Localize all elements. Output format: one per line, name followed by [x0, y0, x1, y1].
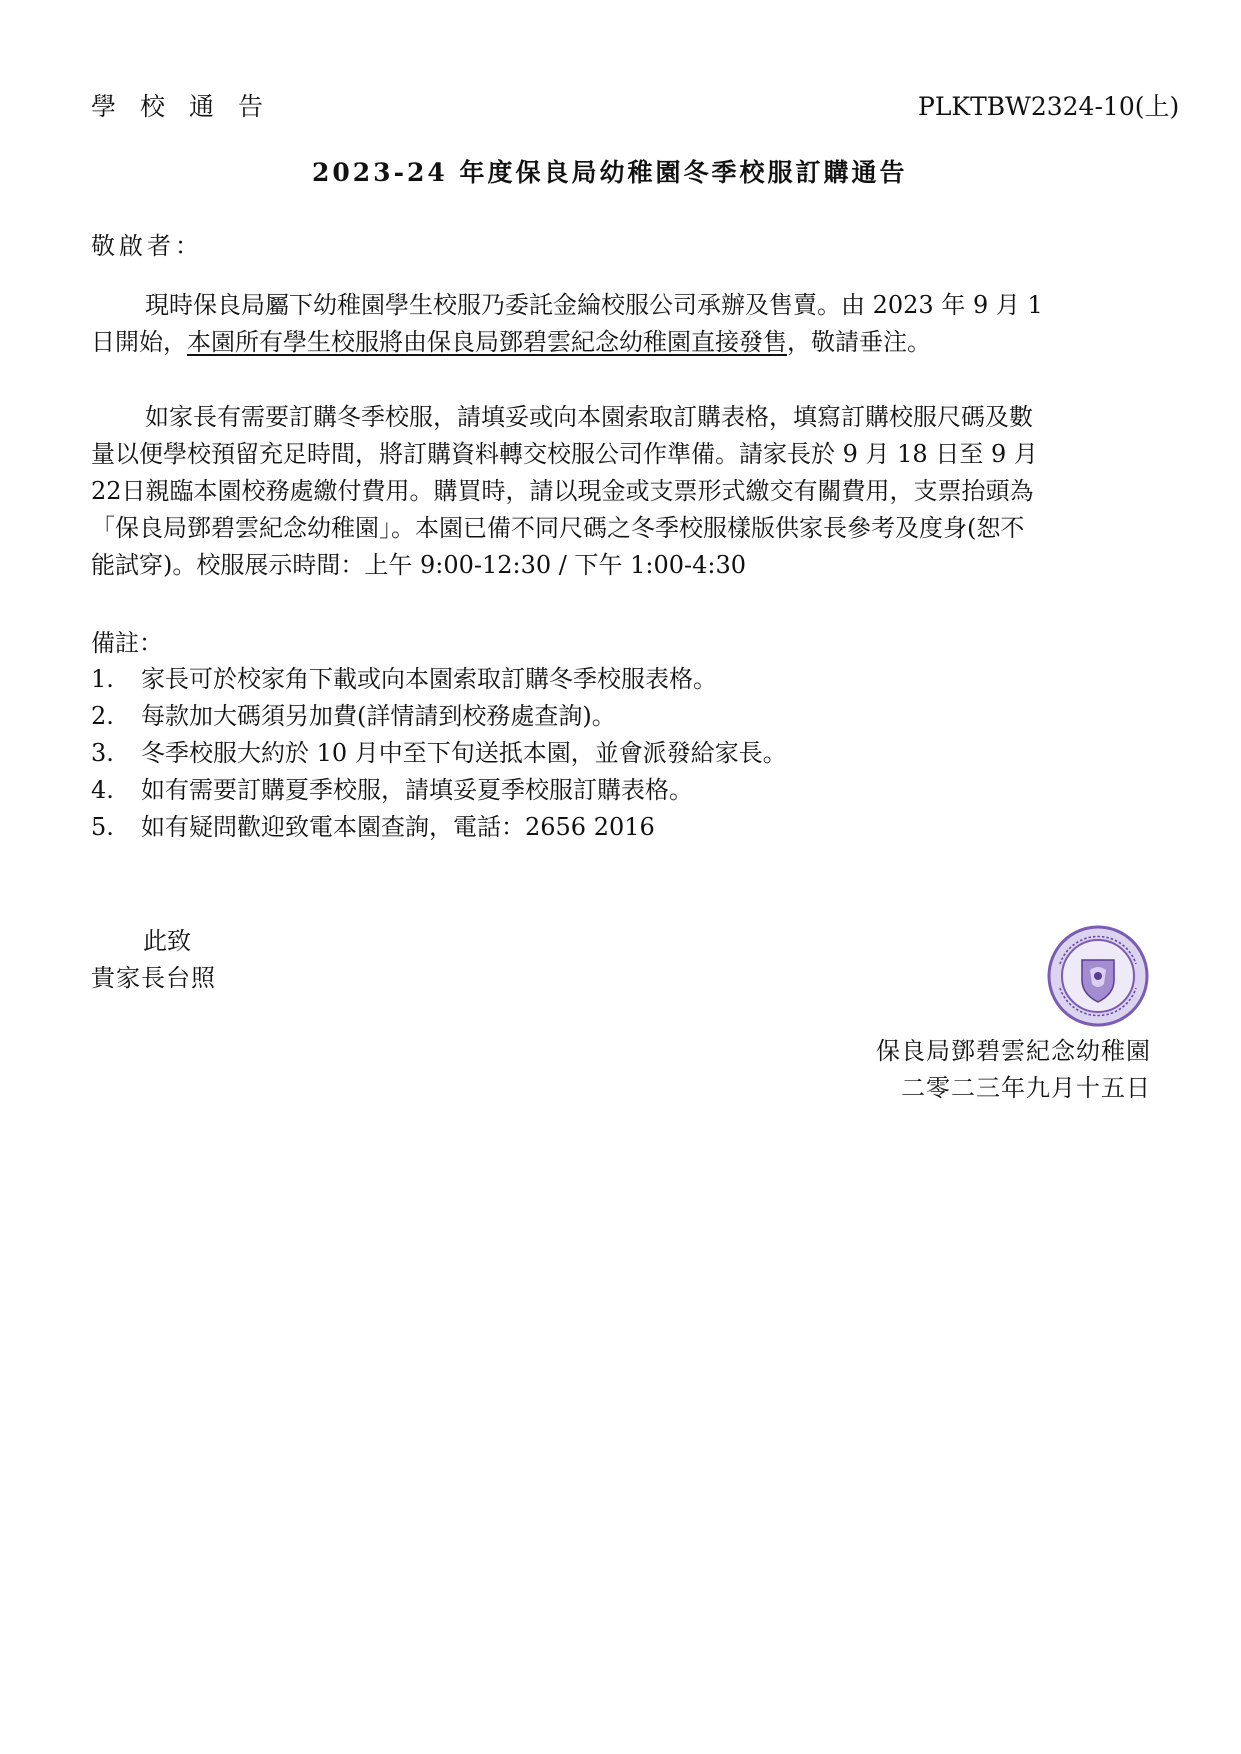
note-text: 冬季校服大約於 10 月中至下旬送抵本園，並會派發給家長。	[141, 739, 787, 767]
note-text: 家長可於校家角下載或向本園索取訂購冬季校服表格。	[141, 665, 717, 693]
note-item	[91, 812, 655, 842]
note-text: 每款加大碼須另加費(詳情請到校務處查詢)。	[141, 702, 616, 730]
closing-recipient: 貴家長台照	[91, 964, 216, 992]
paragraph-line: 22日親臨本園校務處繳付費用。購買時，請以現金或支票形式繳交有關費用，支票抬頭為	[91, 477, 1034, 505]
notice-date: 二零二三年九月十五日	[901, 1074, 1151, 1102]
note-item	[91, 738, 787, 768]
paragraph-order-instructions	[91, 399, 1151, 584]
notice-reference-number: PLKTBW2324-10(上)	[918, 92, 1180, 121]
paragraph-line: 能試穿)。校服展示時間：上午 9:00-12:30 / 下午 1:00-4:30	[91, 551, 747, 579]
paragraph-line: 「保良局鄧碧雲紀念幼稚園」。本園已備不同尺碼之冬季校服樣版供家長參考及度身(恕不	[91, 514, 1025, 542]
note-number: 5.	[91, 813, 114, 841]
note-text: 如有疑問歡迎致電本園查詢，電話：2656 2016	[141, 813, 655, 841]
paragraph-supplier-change	[91, 287, 1151, 361]
note-text: 如有需要訂購夏季校服，請填妥夏季校服訂購表格。	[141, 776, 693, 804]
school-seal-icon	[1046, 924, 1150, 1028]
notes-heading: 備註：	[91, 629, 163, 657]
paragraph-line: 現時保良局屬下幼稚園學生校服乃委託金綸校服公司承辦及售賣。由 2023 年 9 月 1	[145, 291, 1043, 319]
paragraph-line: 量以便學校預留充足時間，將訂購資料轉交校服公司作準備。請家長於 9 月 18 日至 9 月	[91, 440, 1038, 468]
underlined-emphasis: 本園所有學生校服將由保良局鄧碧雲紀念幼稚園直接發售	[187, 328, 787, 356]
note-number: 4.	[91, 776, 114, 804]
note-number: 3.	[91, 739, 114, 767]
note-item	[91, 664, 717, 694]
paragraph-line	[91, 324, 1151, 361]
notice-type-label: 學校通告	[91, 92, 288, 121]
closing-line: 此致	[143, 927, 191, 955]
note-item	[91, 701, 616, 731]
salutation: 敬啟者：	[91, 232, 203, 260]
signing-organization: 保良局鄧碧雲紀念幼稚園	[876, 1037, 1151, 1065]
note-item	[91, 775, 693, 805]
notice-title: 2023-24 年度保良局幼稚園冬季校服訂購通告	[312, 158, 908, 187]
note-number: 2.	[91, 702, 114, 730]
paragraph-line: 如家長有需要訂購冬季校服，請填妥或向本園索取訂購表格，填寫訂購校服尺碼及數	[145, 403, 1033, 431]
note-number: 1.	[91, 665, 114, 693]
paragraph-text: 日開始，	[91, 328, 187, 356]
paragraph-text: ，敬請垂注。	[787, 328, 931, 356]
